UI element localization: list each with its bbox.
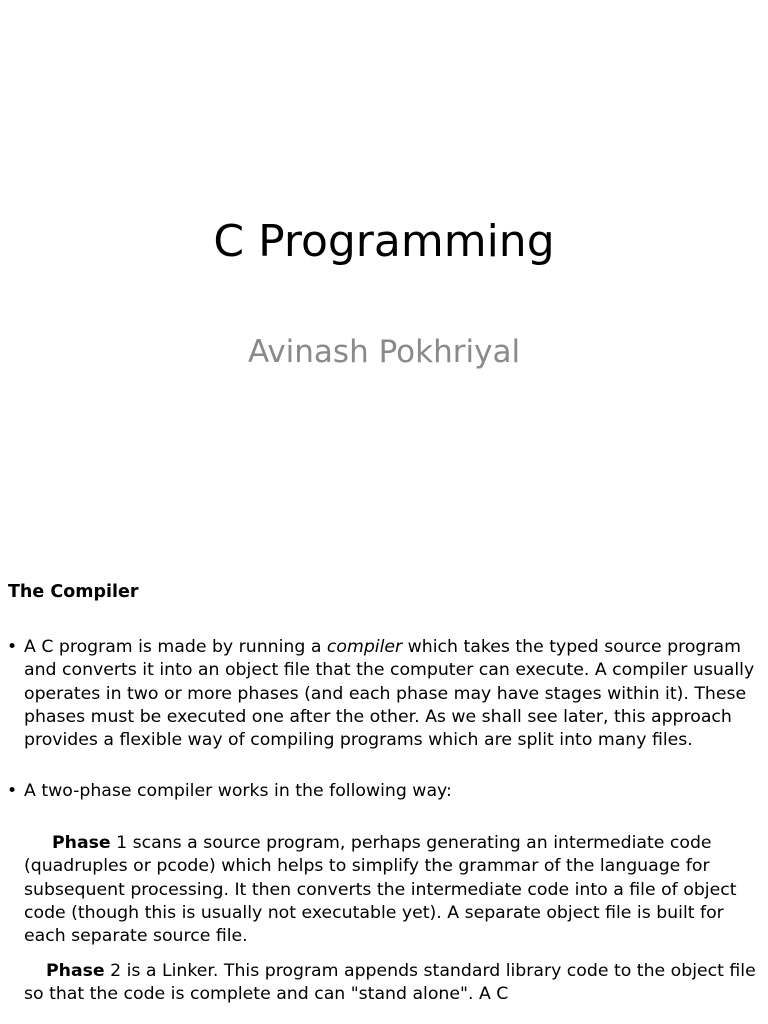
slide-title: C Programming xyxy=(213,216,555,267)
slide-subtitle-author: Avinash Pokhriyal xyxy=(247,334,521,370)
bullet-dot-icon: • xyxy=(7,781,18,801)
emphasis-compiler: compiler xyxy=(326,637,403,657)
phase-label: Phase xyxy=(52,833,111,853)
phase-label: Phase xyxy=(46,961,105,981)
bullet-text: A two-phase compiler works in the following way: xyxy=(24,781,452,801)
section-heading: The Compiler xyxy=(8,582,139,602)
bullet-item xyxy=(0,636,760,776)
phase-text: 2 is a Linker. This program appends standard library code to the object file so that the code is complete and can "stand alone". A C xyxy=(24,961,756,1005)
phase-text: 1 scans a source program, perhaps generating an intermediate code (quadruples or pcode) which helps to simplify the grammar of the language for subsequent processing. It then converts the intermediate code into a file of object code (though this is usually not executable yet). A separate object file is built for each separate source file. xyxy=(24,833,737,947)
bullet-text-continued: which takes the typed source program and converts it into an object file that the computer can execute. A compiler usually operates in two or more phases (and each phase may have stages within it). These phases must be executed one after the other. As we shall see later, this approach provides a flexible way of compiling programs which are split into many files. xyxy=(24,637,755,751)
content-slide xyxy=(0,560,768,1024)
bullet-text: A C program is made by running a xyxy=(24,637,327,657)
phase-paragraph xyxy=(0,960,760,1007)
bullet-item xyxy=(0,780,760,832)
bullet-dot-icon: • xyxy=(7,637,18,657)
bullet-list xyxy=(0,636,768,1007)
phase-paragraph xyxy=(0,832,760,960)
